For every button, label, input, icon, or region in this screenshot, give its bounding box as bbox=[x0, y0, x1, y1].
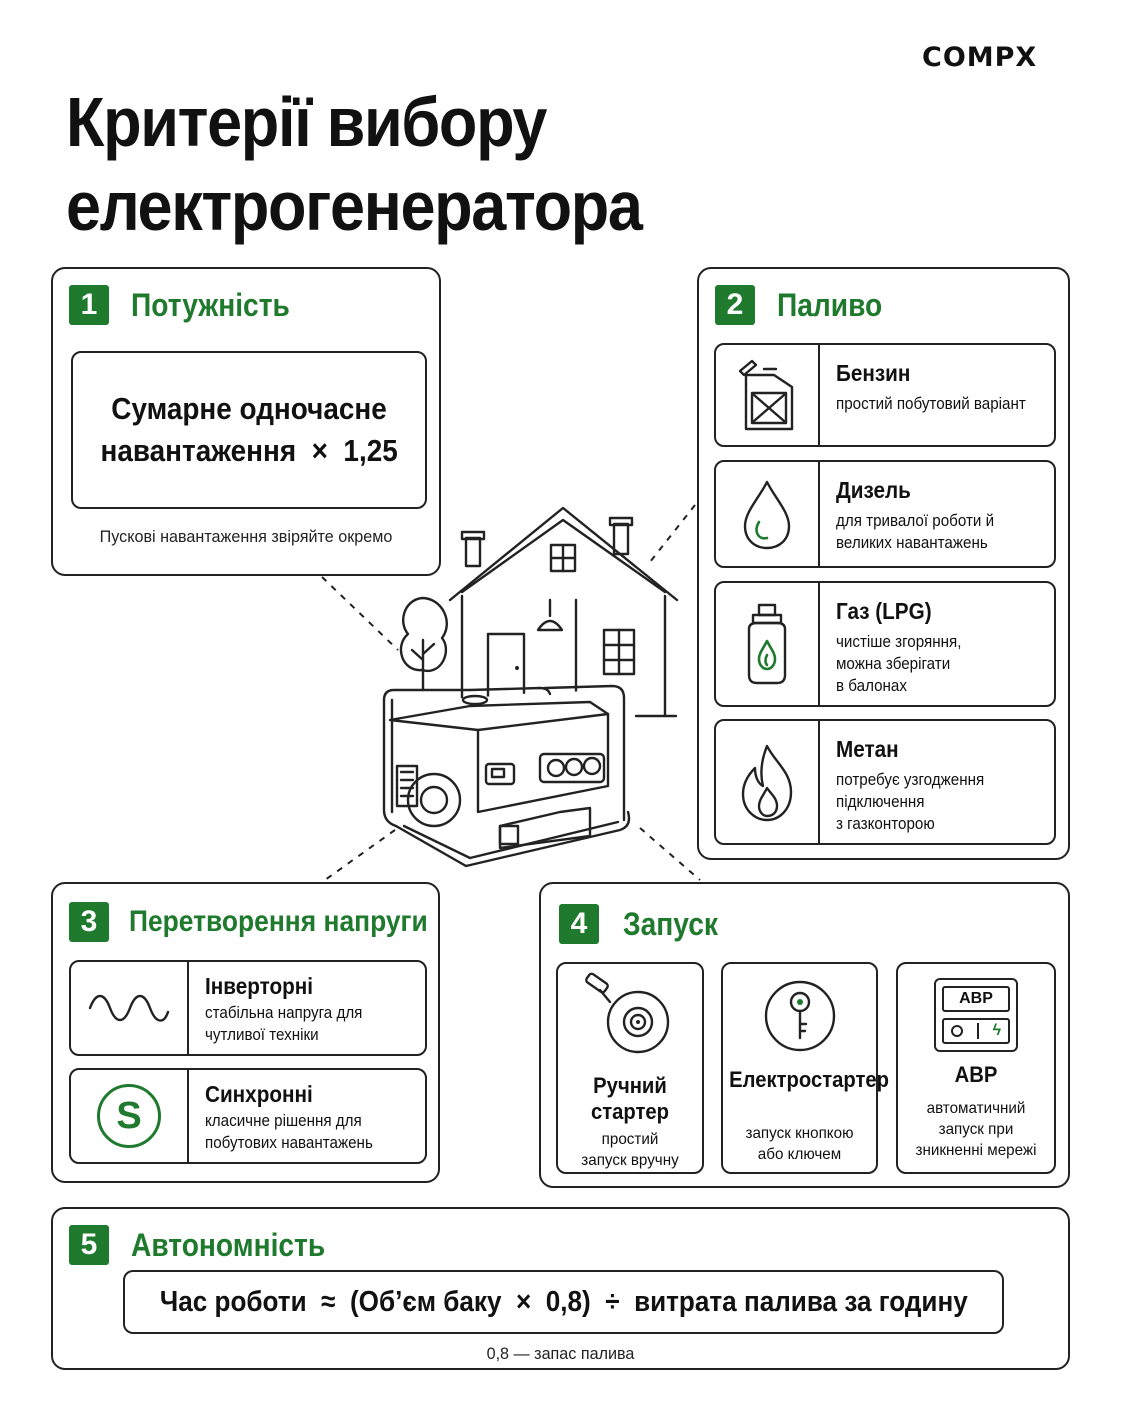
power-note: Пускові навантаження звіряйте окремо bbox=[99, 527, 393, 546]
flame-icon bbox=[716, 721, 820, 843]
brand-logo-text: COMPX bbox=[922, 41, 1038, 73]
voltage-item-synchronous bbox=[69, 1068, 427, 1164]
fuel-item-desc: потребує узгодження підключення з газконторою bbox=[836, 771, 985, 833]
start-section-title: Запуск bbox=[623, 906, 719, 942]
fuel-section-title: Паливо bbox=[777, 287, 883, 323]
gas-cylinder-icon bbox=[716, 583, 820, 705]
fuel-item-lpg bbox=[714, 581, 1056, 707]
key-icon bbox=[760, 976, 840, 1056]
start-item-manual bbox=[556, 962, 704, 1174]
fuel-item-petrol bbox=[714, 343, 1056, 447]
voltage-item-name: Синхронні bbox=[205, 1081, 313, 1107]
start-item-name: Ручний стартер bbox=[590, 1073, 670, 1124]
fuel-section bbox=[697, 267, 1070, 860]
s-circle-icon bbox=[71, 1070, 189, 1162]
recoil-starter-icon bbox=[580, 972, 680, 1062]
fuel-item-name: Бензин bbox=[836, 360, 911, 386]
autonomy-section-number: 5 bbox=[69, 1225, 109, 1265]
lightning-icon: ϟ bbox=[992, 1022, 1002, 1039]
fuel-item-name: Дизель bbox=[836, 477, 911, 503]
voltage-item-inverter bbox=[69, 960, 427, 1056]
start-item-desc: запуск кнопкою або ключем bbox=[745, 1125, 854, 1163]
start-item-desc: автоматичний запуск при зникненні мережі bbox=[915, 1100, 1037, 1159]
power-section-title: Потужність bbox=[131, 287, 290, 323]
start-section-number: 4 bbox=[559, 904, 599, 944]
voltage-item-name: Інверторні bbox=[205, 973, 313, 999]
s-circle-letter: S bbox=[97, 1084, 161, 1148]
autonomy-formula: Час роботи ≈ (Об’єм баку × 0,8) ÷ витрата палива за годину bbox=[159, 1285, 968, 1318]
ats-panel-icon bbox=[934, 978, 1018, 1052]
drop-icon bbox=[716, 462, 820, 566]
sine-wave-icon bbox=[71, 962, 189, 1054]
voltage-section-title: Перетворення напруги bbox=[129, 905, 428, 938]
generator-icon bbox=[380, 686, 630, 870]
jerrycan-icon bbox=[716, 345, 820, 445]
start-item-ats bbox=[896, 962, 1056, 1174]
fuel-item-name: Метан bbox=[836, 736, 899, 762]
voltage-item-desc: класичне рішення для побутових навантажень bbox=[205, 1112, 373, 1152]
start-item-name: АВР bbox=[954, 1062, 998, 1087]
ats-panel-label: АВР bbox=[942, 986, 1010, 1012]
house-icon bbox=[450, 508, 677, 716]
autonomy-formula-box bbox=[123, 1270, 1004, 1334]
power-section-number: 1 bbox=[69, 285, 109, 325]
start-item-desc: простий запуск вручну bbox=[581, 1131, 679, 1169]
page-title-line2: електрогенератора bbox=[66, 167, 642, 245]
power-section bbox=[51, 267, 441, 576]
fuel-section-number: 2 bbox=[715, 285, 755, 325]
power-formula-box bbox=[71, 351, 427, 509]
fuel-item-desc: простий побутовий варіант bbox=[836, 395, 1026, 413]
autonomy-section bbox=[51, 1207, 1070, 1370]
start-item-electric bbox=[721, 962, 890, 1174]
voltage-section bbox=[51, 882, 440, 1183]
voltage-item-desc: стабільна напруга для чутливої техніки bbox=[205, 1004, 363, 1044]
fuel-item-methane bbox=[714, 719, 1056, 845]
page-title-line1: Критерії вибору bbox=[66, 83, 547, 161]
power-formula-line1: Сумарне одночасне bbox=[111, 391, 387, 426]
start-item-name: Електростартер bbox=[729, 1067, 890, 1092]
tree-icon bbox=[401, 598, 447, 690]
autonomy-section-title: Автономність bbox=[131, 1227, 326, 1263]
fuel-item-desc: для тривалої роботи й великих навантажень bbox=[836, 512, 995, 552]
fuel-item-name: Газ (LPG) bbox=[836, 598, 932, 624]
voltage-section-number: 3 bbox=[69, 902, 109, 942]
autonomy-note: 0,8 — запас палива bbox=[486, 1344, 635, 1363]
ats-switch-icon bbox=[951, 1025, 963, 1037]
power-formula-line2: навантаження × 1,25 bbox=[100, 433, 398, 468]
fuel-item-desc: чистіше згоряння, можна зберігати в балонах bbox=[836, 633, 962, 695]
fuel-item-diesel bbox=[714, 460, 1056, 568]
start-section bbox=[539, 882, 1070, 1188]
ats-divider-icon bbox=[977, 1023, 979, 1039]
